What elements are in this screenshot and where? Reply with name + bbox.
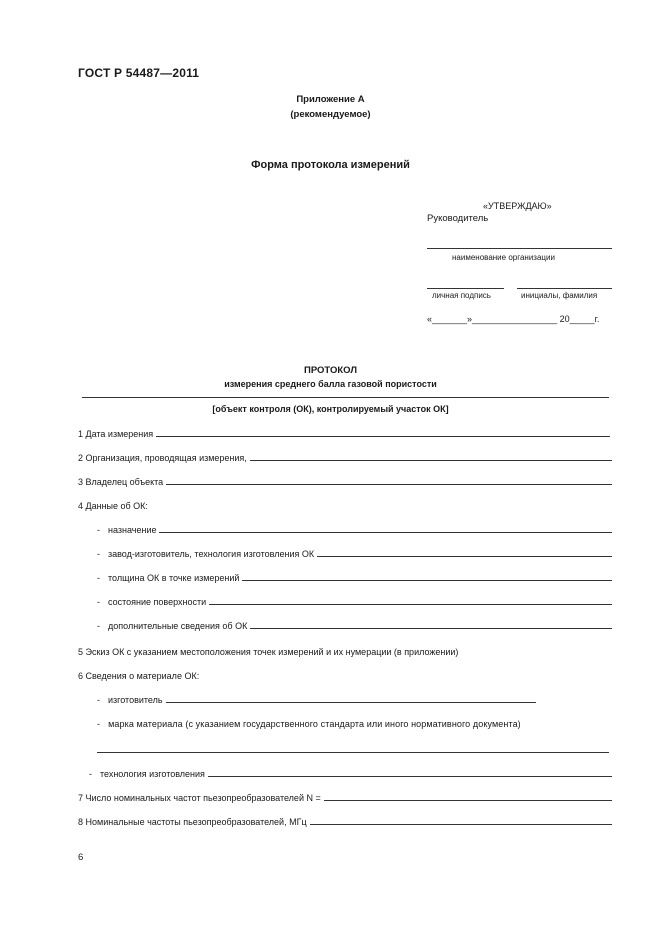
item-purpose [97, 525, 612, 535]
organization-line [427, 248, 612, 249]
item-material [78, 671, 199, 681]
object-caption: [объект контроля (ОК), контролируемый участок ОК] [212, 404, 449, 414]
approval-date: «_______»_________________ 20_____г. [427, 314, 600, 324]
approval-label: «УТВЕРЖДАЮ» [483, 201, 552, 211]
fill-line [250, 460, 612, 461]
material-grade-line [97, 752, 609, 753]
fill-line [208, 776, 612, 777]
item-label: 6 Сведения о материале ОК: [78, 671, 200, 681]
item-thickness [97, 573, 612, 583]
fill-line [317, 556, 612, 557]
item-organization [78, 453, 612, 463]
dash: - [97, 597, 100, 607]
item-object-data [78, 501, 148, 511]
item-frequency-count [78, 793, 612, 803]
item-sketch [78, 647, 458, 657]
item-measurement-date [78, 429, 610, 439]
item-manufacturer [97, 549, 612, 559]
dash: - [97, 695, 100, 705]
protocol-title: ПРОТОКОЛ [303, 365, 357, 376]
fill-line [166, 702, 536, 703]
item-frequencies [78, 817, 612, 827]
item-label: 5 Эскиз ОК с указанием местоположения точек измерений и их нумерации (в приложении) [78, 647, 459, 657]
item-additional [97, 621, 612, 631]
item-material-maker [97, 695, 536, 705]
fill-line [156, 436, 610, 437]
item-label: 7 Число номинальных частот пьезопреобразователей N = [78, 793, 321, 803]
head-label: Руководитель [427, 213, 489, 224]
appendix-subtitle: (рекомендуемое) [290, 109, 371, 120]
item-material-technology [89, 769, 612, 779]
item-label: 3 Владелец объекта [78, 477, 164, 487]
protocol-subtitle: измерения среднего балла газовой пористости [224, 379, 437, 389]
dash: - [97, 549, 100, 559]
item-label: 8 Номинальные частоты пьезопреобразователей, МГц [78, 817, 307, 827]
fill-line [159, 532, 612, 533]
item-label: технология изготовления [100, 769, 205, 779]
fill-line [324, 800, 612, 801]
document-code: ГОСТ Р 54487—2011 [78, 66, 200, 80]
item-label: толщина ОК в точке измерений [108, 573, 240, 583]
item-label: назначение [108, 525, 157, 535]
item-label: изготовитель [108, 695, 163, 705]
dash: - [97, 719, 101, 729]
dash: - [97, 525, 100, 535]
item-label: марка материала (с указанием государственного стандарта или иного нормативного документа) [108, 719, 521, 729]
item-label: 2 Организация, проводящая измерения, [78, 453, 247, 463]
fill-line [242, 580, 612, 581]
item-label: 4 Данные об ОК: [78, 501, 148, 511]
dash: - [97, 573, 100, 583]
organization-caption: наименование организации [452, 253, 555, 262]
fill-line [166, 484, 612, 485]
fill-line [209, 604, 612, 605]
appendix-title: Приложение А [296, 94, 365, 105]
dash: - [97, 621, 100, 631]
fill-line [310, 824, 612, 825]
signature-line [427, 288, 504, 289]
signature-caption: личная подпись [432, 291, 491, 300]
item-surface [97, 597, 612, 607]
dash: - [89, 769, 92, 779]
item-label: дополнительные сведения об ОК [108, 621, 248, 631]
form-title: Форма протокола измерений [251, 159, 410, 171]
item-material-grade [97, 719, 602, 729]
name-caption: инициалы, фамилия [521, 291, 598, 300]
item-label: 1 Дата измерения [78, 429, 154, 439]
object-underline [82, 397, 609, 398]
item-label: завод-изготовитель, технология изготовления ОК [108, 549, 315, 559]
page-number: 6 [78, 852, 84, 863]
fill-line [250, 628, 612, 629]
item-owner [78, 477, 612, 487]
name-line [517, 288, 612, 289]
item-label: состояние поверхности [108, 597, 207, 607]
